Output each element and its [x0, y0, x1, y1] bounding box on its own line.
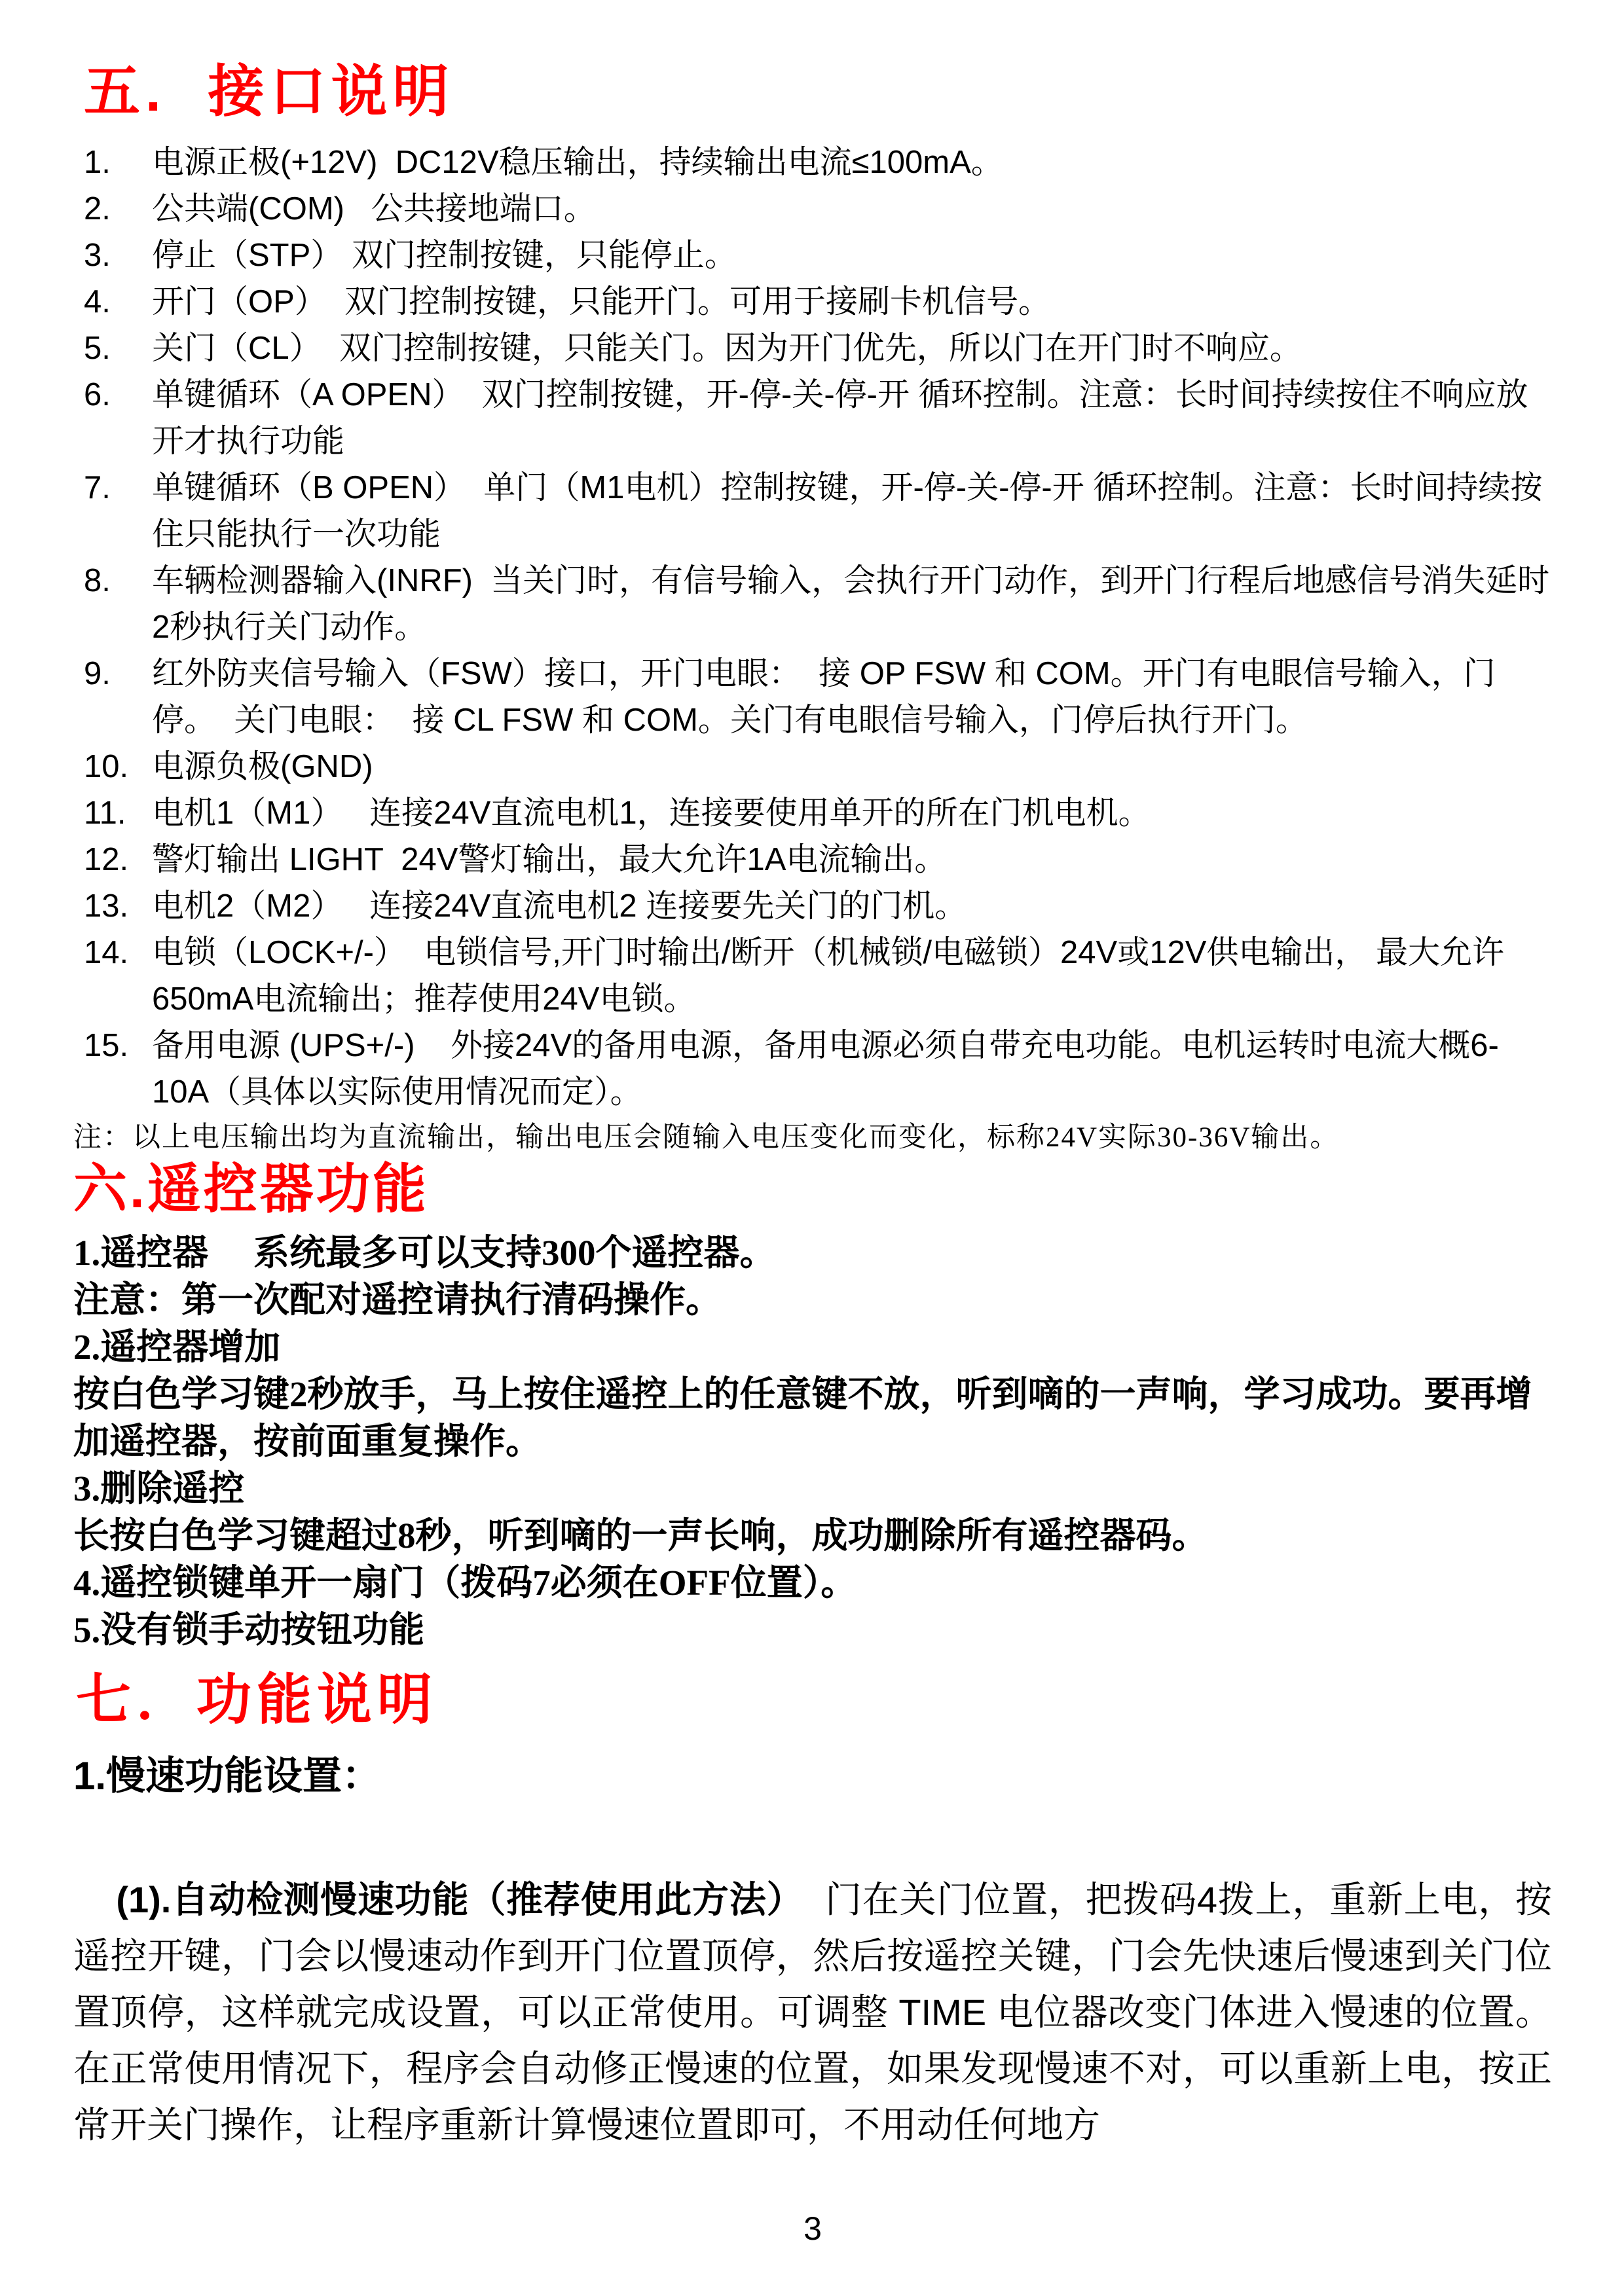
interface-item	[73, 883, 1552, 930]
item-text: 电源负极(GND)	[152, 749, 373, 785]
item-number: 8.	[84, 563, 111, 599]
item-text: 单键循环（B OPEN） 单门（M1电机）控制按键，开-停-关-停-开 循环控制。注意：长时间持续按住只能执行一次功能	[152, 470, 1543, 553]
remote-section-body	[73, 1230, 1552, 1654]
item-text: 关门（CL） 双门控制按键，只能关门。因为开门优先，所以门在开门时不响应。	[152, 331, 1302, 367]
item-number: 11.	[84, 795, 126, 831]
item-text: 警灯输出 LIGHT 24V警灯输出，最大允许1A电流输出。	[152, 842, 947, 878]
paragraph-lead: (1).自动检测慢速功能（推荐使用此方法）	[116, 1878, 804, 1920]
remote-line: 1.遥控器 系统最多可以支持300个遥控器。	[73, 1233, 776, 1273]
remote-line: 3.删除遥控	[73, 1468, 245, 1509]
item-text: 停止（STP） 双门控制按键，只能停止。	[152, 238, 737, 274]
remote-line: 4.遥控锁键单开一扇门（拨码7必须在OFF位置）。	[73, 1563, 857, 1603]
item-text: 电机2（M2） 连接24V直流电机2 连接要先关门的门机。	[152, 888, 967, 924]
slow-function-subtitle: 1.慢速功能设置：	[73, 1753, 382, 1798]
item-text: 车辆检测器输入(INRF) 当关门时，有信号输入，会执行开门动作，到开门行程后地感信号消失延时2秒执行关门动作。	[152, 563, 1550, 646]
interface-item	[73, 837, 1552, 883]
interface-item	[73, 930, 1552, 1023]
item-text: 单键循环（A OPEN） 双门控制按键，开-停-关-停-开 循环控制。注意：长时间持续按住不响应放开才执行功能	[152, 377, 1528, 460]
paragraph-body: 门在关门位置，把拨码4拨上，重新上电，按遥控开键，门会以慢速动作到开门位置顶停，然后按遥控关键，门会先快速后慢速到关门位置顶停，这样就完成设置，可以正常使用。可调整 TIME 电位器改变门体进入慢速的位置。 在正常使用情况下，程序会自动修正慢速的位置，如果发现慢速不对，可以重新上电，按正常开关门操作，让程序重新计算慢速位置即可，不用动任何地方	[73, 1878, 1573, 2145]
item-number: 6.	[84, 377, 111, 413]
interface-item	[73, 372, 1552, 465]
item-text: 公共端(COM) 公共接地端口。	[152, 191, 596, 227]
interface-item	[73, 558, 1552, 651]
interface-item	[73, 790, 1552, 837]
section5-heading: 五. 接口说明	[84, 60, 454, 123]
interface-item	[73, 279, 1552, 325]
interface-item	[73, 139, 1552, 186]
item-text: 电机1（M1） 连接24V直流电机1，连接要使用单开的所在门机电机。	[152, 795, 1151, 831]
item-number: 13.	[84, 888, 129, 924]
item-number: 2.	[84, 191, 111, 227]
remote-line: 5.没有锁手动按钮功能	[73, 1610, 425, 1650]
page-number: 3	[803, 2210, 822, 2247]
interface-item	[73, 1023, 1552, 1116]
item-number: 12.	[84, 842, 129, 878]
item-number: 7.	[84, 470, 111, 506]
item-number: 5.	[84, 331, 111, 367]
interface-item	[73, 186, 1552, 232]
slow-function-paragraph	[73, 1815, 1573, 2210]
interface-item	[73, 651, 1552, 744]
interface-item	[73, 325, 1552, 372]
interface-item	[73, 232, 1552, 279]
item-text: 电锁（LOCK+/-） 电锁信号,开门时输出/断开（机械锁/电磁锁）24V或12V供电输出， 最大允许650mA电流输出；推荐使用24V电锁。	[152, 935, 1505, 1017]
item-number: 3.	[84, 238, 111, 274]
section7-heading: 七．功能说明	[76, 1669, 438, 1731]
remote-line: 2.遥控器增加	[73, 1327, 281, 1368]
item-number: 14.	[84, 935, 129, 971]
item-text: 开门（OP） 双门控制按键，只能开门。可用于接刷卡机信号。	[152, 284, 1051, 320]
interface-item	[73, 744, 1552, 790]
voltage-note: 注：以上电压输出均为直流输出，输出电压会随输入电压变化而变化，标称24V实际30-36V输出。	[73, 1122, 1340, 1154]
item-number: 1.	[84, 145, 111, 181]
section6-heading: 六.遥控器功能	[73, 1159, 429, 1220]
item-number: 9.	[84, 656, 111, 692]
item-text: 红外防夹信号输入（FSW）接口，开门电眼： 接 OP FSW 和 COM。开门有电眼信号输入，门停。 关门电眼： 接 CL FSW 和 COM。关门有电眼信号输入，门停后执行开门。	[152, 656, 1496, 738]
remote-line: 注意：第一次配对遥控请执行清码操作。	[73, 1280, 722, 1321]
remote-line: 长按白色学习键超过8秒，听到嘀的一声长响，成功删除所有遥控器码。	[73, 1516, 1208, 1556]
item-number: 10.	[84, 749, 129, 785]
item-number: 4.	[84, 284, 111, 320]
item-text: 备用电源 (UPS+/-) 外接24V的备用电源，备用电源必须自带充电功能。电机运转时电流大概6-10A（具体以实际使用情况而定）。	[152, 1028, 1499, 1110]
remote-line: 按白色学习键2秒放手，马上按住遥控上的任意键不放，听到嘀的一声响，学习成功。要再增加遥控器，按前面重复操作。	[73, 1374, 1532, 1462]
item-text: 电源正极(+12V) DC12V稳压输出，持续输出电流≤100mA。	[152, 145, 1003, 181]
interface-item	[73, 465, 1552, 558]
interface-list	[73, 139, 1552, 1116]
item-number: 15.	[84, 1028, 129, 1064]
